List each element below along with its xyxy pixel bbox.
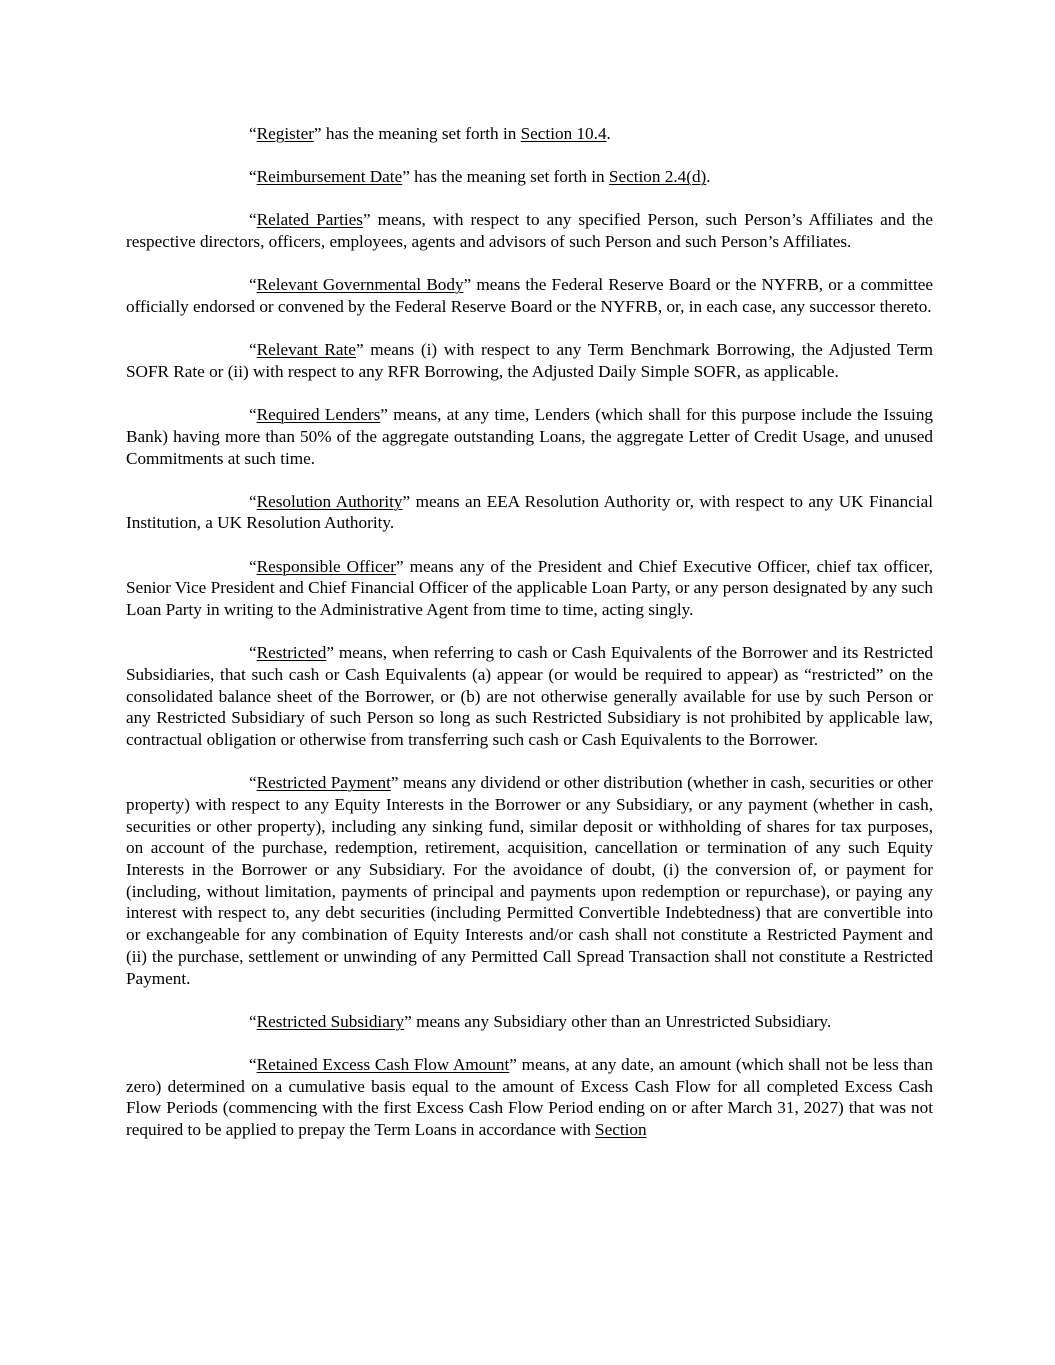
defined-term: Related Parties bbox=[256, 210, 363, 230]
close-quote: ” bbox=[390, 773, 399, 793]
close-quote: ” bbox=[313, 124, 322, 143]
section-reference: Section 10.4 bbox=[520, 124, 607, 143]
definition-text: means, when referring to cash or Cash Equivalents of the Borrower and its Restricted Subsidiaries, that such cash or Cash Equivalents (a) appear (or would be required to appear) as “restricted” on the consolidated balance sheet of the Borrower, or (b) are not otherwise generally available for use by such Person or any Restricted Subsidiary of such Person so long as such Restricted Subsidiary is not prohibited by applicable law, contractual obligation or otherwise from transferring such cash or Cash Equivalents to the Borrower. bbox=[126, 643, 933, 750]
close-quote: ” bbox=[396, 556, 404, 576]
open-quote: “ bbox=[249, 773, 257, 793]
definition-restricted bbox=[126, 642, 933, 751]
definition-reimbursement-date bbox=[126, 166, 933, 188]
defined-term: Required Lenders bbox=[256, 405, 381, 425]
close-quote: ” bbox=[362, 210, 371, 230]
definition-text: means any Subsidiary other than an Unrestricted Subsidiary. bbox=[411, 1011, 832, 1031]
open-quote: “ bbox=[249, 210, 257, 230]
defined-term: Register bbox=[256, 124, 314, 143]
open-quote: “ bbox=[249, 405, 257, 425]
open-quote: “ bbox=[249, 556, 257, 576]
close-quote: ” bbox=[402, 167, 410, 187]
definition-retained-excess-cash-flow-amount bbox=[126, 1054, 933, 1141]
document-page bbox=[126, 123, 933, 1141]
close-quote: ” bbox=[326, 643, 334, 663]
open-quote: “ bbox=[249, 275, 257, 295]
close-quote: ” bbox=[380, 405, 388, 425]
definition-related-parties bbox=[126, 209, 933, 252]
defined-term: Restricted bbox=[256, 643, 327, 663]
open-quote: “ bbox=[249, 1055, 257, 1074]
close-quote: ” bbox=[402, 491, 411, 511]
defined-term: Responsible Officer bbox=[256, 556, 396, 576]
open-quote: “ bbox=[249, 124, 257, 143]
section-reference: Section bbox=[595, 1120, 647, 1140]
section-reference: Section 2.4(d) bbox=[608, 167, 707, 187]
definition-relevant-governmental-body bbox=[126, 274, 933, 317]
open-quote: “ bbox=[249, 340, 257, 360]
open-quote: “ bbox=[249, 1011, 257, 1031]
defined-term: Restricted Payment bbox=[256, 773, 391, 793]
definition-text: means an EEA Resolution Authority or, with respect to any UK Financial Institution, a UK Resolution Authority. bbox=[126, 491, 933, 533]
defined-term: Restricted Subsidiary bbox=[256, 1011, 405, 1031]
definition-text: means any of the President and Chief Executive Officer, chief tax officer, Senior Vice President and Chief Financial Officer of the applicable Loan Party, or any person designated by any such Loan Party in writing to the Administrative Agent from time to time, acting singly. bbox=[126, 556, 933, 620]
definition-register bbox=[126, 123, 933, 145]
definition-text: means, at any time, Lenders (which shall for this purpose include the Issuing Bank) having more than 50% of the aggregate outstanding Loans, the aggregate Letter of Credit Usage, and unused Commitments at such time. bbox=[126, 405, 934, 468]
close-quote: ” bbox=[404, 1011, 412, 1031]
definition-text: means, at any date, an amount (which shall not be less than zero) determined on a cumulative basis equal to the amount of Excess Cash Flow for all completed Excess Cash Flow Periods (commencing with the first Excess Cash Flow Period ending on or after March 31, 2027) that was not required to be applied to prepay the Term Loans in accordance with bbox=[126, 1055, 934, 1140]
definition-tail: . bbox=[706, 167, 711, 187]
definition-text: has the meaning set forth in bbox=[321, 124, 521, 143]
defined-term: Reimbursement Date bbox=[256, 167, 403, 187]
definition-text: means (i) with respect to any Term Benchmark Borrowing, the Adjusted Term SOFR Rate or (ii) with respect to any RFR Borrowing, the Adjusted Daily Simple SOFR, as applicable. bbox=[126, 340, 934, 381]
close-quote: ” bbox=[463, 275, 472, 295]
definition-text: has the meaning set forth in bbox=[409, 167, 609, 187]
close-quote: ” bbox=[509, 1055, 517, 1074]
definition-relevant-rate bbox=[126, 339, 933, 382]
definition-text: means, with respect to any specified Person, such Person’s Affiliates and the respective directors, officers, employees, agents and advisors of such Person and such Person’s Affiliates. bbox=[126, 210, 933, 252]
defined-term: Relevant Rate bbox=[256, 340, 356, 360]
open-quote: “ bbox=[249, 167, 257, 187]
definition-required-lenders bbox=[126, 404, 933, 469]
open-quote: “ bbox=[249, 491, 257, 511]
definition-resolution-authority bbox=[126, 491, 933, 534]
definition-text: means the Federal Reserve Board or the NYFRB, or a committee officially endorsed or convened by the Federal Reserve Board or the NYFRB, or, in each case, any successor thereto. bbox=[126, 275, 933, 317]
definition-responsible-officer bbox=[126, 556, 933, 621]
definition-text: means any dividend or other distribution (whether in cash, securities or other property) with respect to any Equity Interests in the Borrower or any Subsidiary, or any payment (whether in cash, securities or other property), including any sinking fund, similar deposit or withholding of shares for tax purposes, on account of the purchase, redemption, retirement, acquisition, cancellation or termination of any such Equity Interests in the Borrower or any Subsidiary. For the avoidance of doubt, (i) the conversion of, or payment for (including, without limitation, payments of principal and payments upon redemption or repurchase), or paying any interest with respect to, any debt securities (including Permitted Convertible Indebtedness) that are convertible into or exchangeable for any combination of Equity Interests and/or cash shall not constitute a Restricted Payment and (ii) the purchase, settlement or unwinding of any Permitted Call Spread Transaction shall not constitute a Restricted Payment. bbox=[126, 773, 933, 988]
definition-restricted-payment bbox=[126, 772, 933, 989]
definition-restricted-subsidiary bbox=[126, 1011, 933, 1033]
defined-term: Resolution Authority bbox=[256, 491, 403, 511]
defined-term: Relevant Governmental Body bbox=[256, 275, 464, 295]
definition-tail: . bbox=[606, 124, 611, 143]
close-quote: ” bbox=[355, 340, 364, 360]
open-quote: “ bbox=[249, 643, 257, 663]
defined-term: Retained Excess Cash Flow Amount bbox=[256, 1055, 510, 1074]
